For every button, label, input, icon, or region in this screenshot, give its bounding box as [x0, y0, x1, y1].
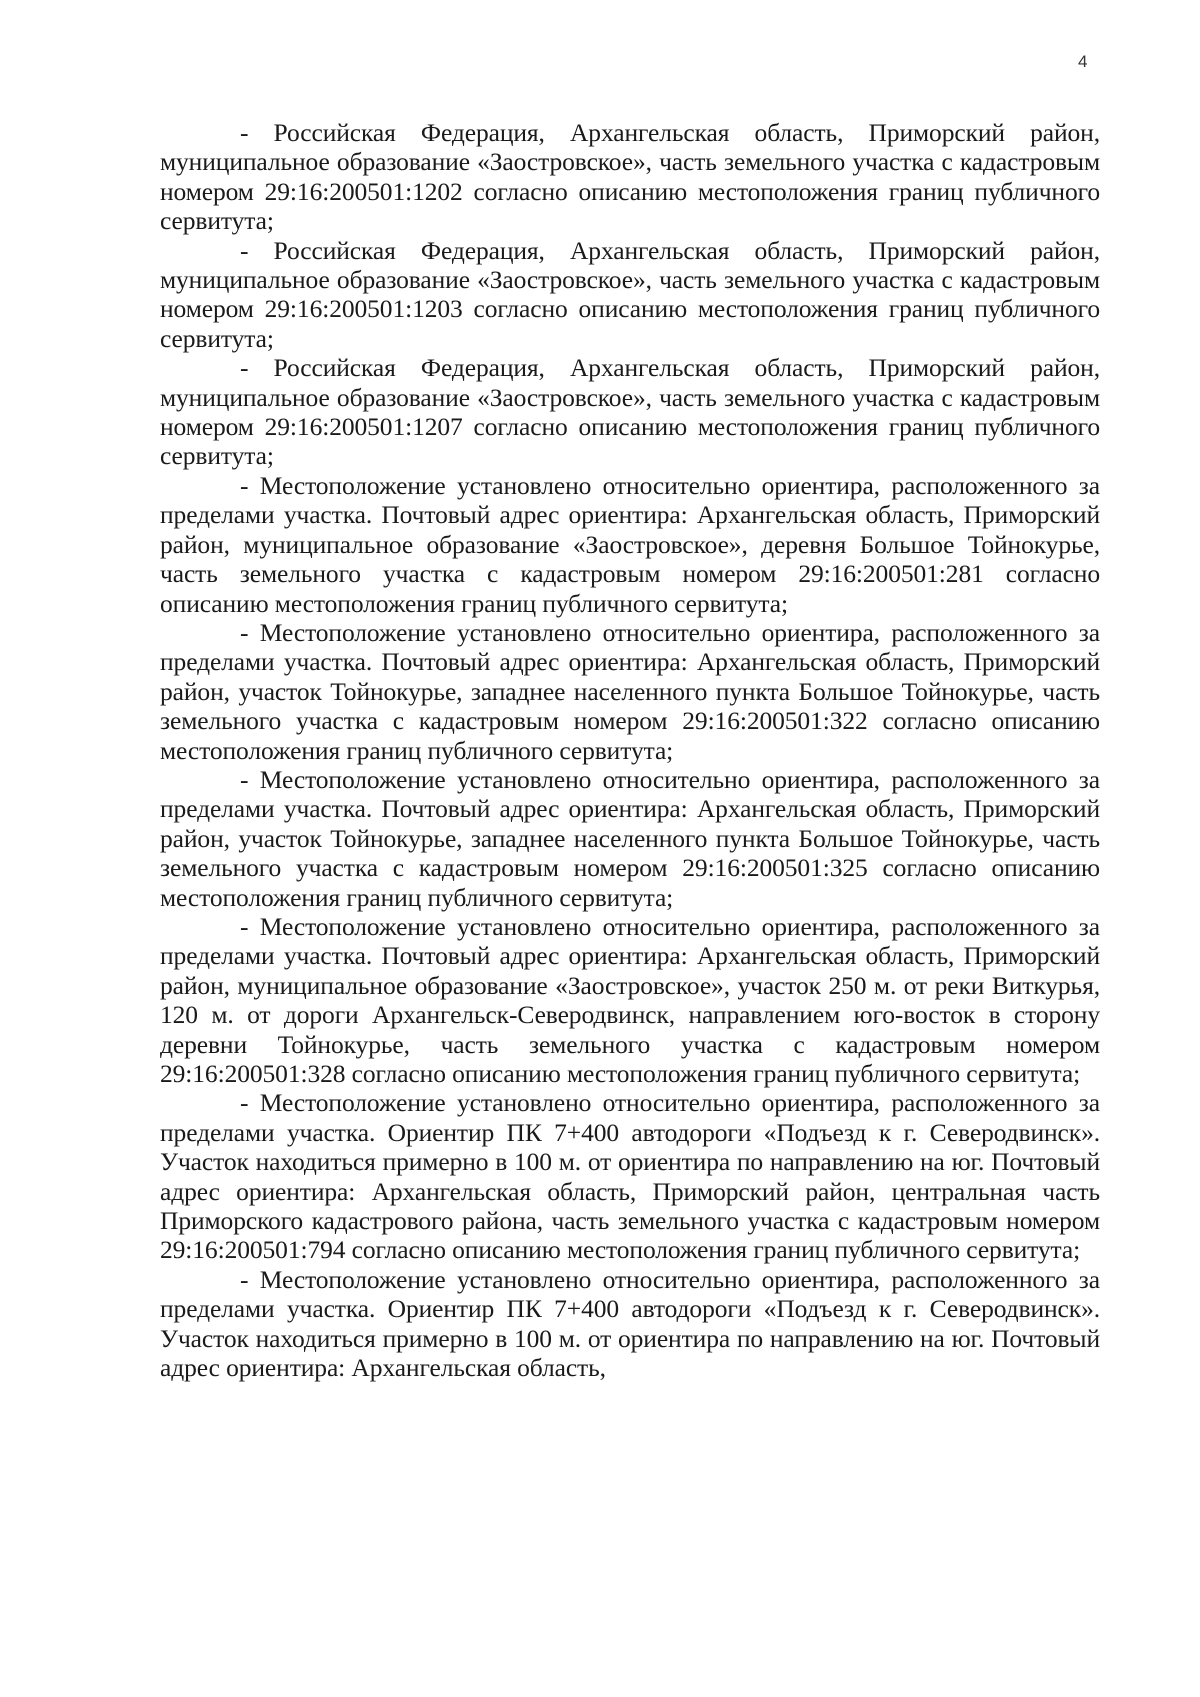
paragraph-easement-continued: - Местоположение установлено относительно ориентира, расположенного за пределами участка. Ориентир ПК 7+400 автодороги «Подъезд к г. Северодвинск». Участок находиться примерно в 100 м. от ориентира по направлению на юг. Почтовый адрес ориентира: Архангельская область, — [160, 1264, 1100, 1383]
page-number: 4 — [1078, 52, 1088, 71]
paragraph-easement-1203: - Российская Федерация, Архангельская область, Приморский район, муниципальное образование «Заостровское», часть земельного участка с кадастровым номером 29:16:200501:1203 согласно описанию местоположения границ публичного сервитута; — [160, 235, 1100, 353]
document-body — [160, 118, 1100, 1382]
paragraph-easement-1207: - Российская Федерация, Архангельская область, Приморский район, муниципальное образование «Заостровское», часть земельного участка с кадастровым номером 29:16:200501:1207 согласно описанию местоположения границ публичного сервитута; — [160, 353, 1100, 471]
paragraph-easement-322: - Местоположение установлено относительно ориентира, расположенного за пределами участка. Почтовый адрес ориентира: Архангельская область, Приморский район, участок Тойнокурье, западнее населенного пункта Большое Тойнокурье, часть земельного участка с кадастровым номером 29:16:200501:322 согласно описанию местоположения границ публичного сервитута; — [160, 617, 1100, 765]
paragraph-easement-325: - Местоположение установлено относительно ориентира, расположенного за пределами участка. Почтовый адрес ориентира: Архангельская область, Приморский район, участок Тойнокурье, западнее населенного пункта Большое Тойнокурье, часть земельного участка с кадастровым номером 29:16:200501:325 согласно описанию местоположения границ публичного сервитута; — [160, 764, 1100, 912]
paragraph-easement-794: - Местоположение установлено относительно ориентира, расположенного за пределами участка. Ориентир ПК 7+400 автодороги «Подъезд к г. Северодвинск». Участок находиться примерно в 100 м. от ориентира по направлению на юг. Почтовый адрес ориентира: Архангельская область, Приморский район, центральная часть Приморского кадастрового района, часть земельного участка с кадастровым номером 29:16:200501:794 согласно описанию местоположения границ публичного сервитута; — [160, 1088, 1100, 1265]
paragraph-easement-281: - Местоположение установлено относительно ориентира, расположенного за пределами участка. Почтовый адрес ориентира: Архангельская область, Приморский район, муниципальное образование «Заостровское», деревня Большое Тойнокурье, часть земельного участка с кадастровым номером 29:16:200501:281 согласно описанию местоположения границ публичного сервитута; — [160, 470, 1100, 618]
paragraph-easement-1202: - Российская Федерация, Архангельская область, Приморский район, муниципальное образование «Заостровское», часть земельного участка с кадастровым номером 29:16:200501:1202 согласно описанию местоположения границ публичного сервитута; — [160, 118, 1100, 236]
paragraph-easement-328: - Местоположение установлено относительно ориентира, расположенного за пределами участка. Почтовый адрес ориентира: Архангельская область, Приморский район, муниципальное образование «Заостровское», участок 250 м. от реки Виткурья, 120 м. от дороги Архангельск-Северодвинск, направлением юго-восток в сторону деревни Тойнокурье, часть земельного участка с кадастровым номером 29:16:200501:328 согласно описанию местоположения границ публичного сервитута; — [160, 911, 1100, 1088]
